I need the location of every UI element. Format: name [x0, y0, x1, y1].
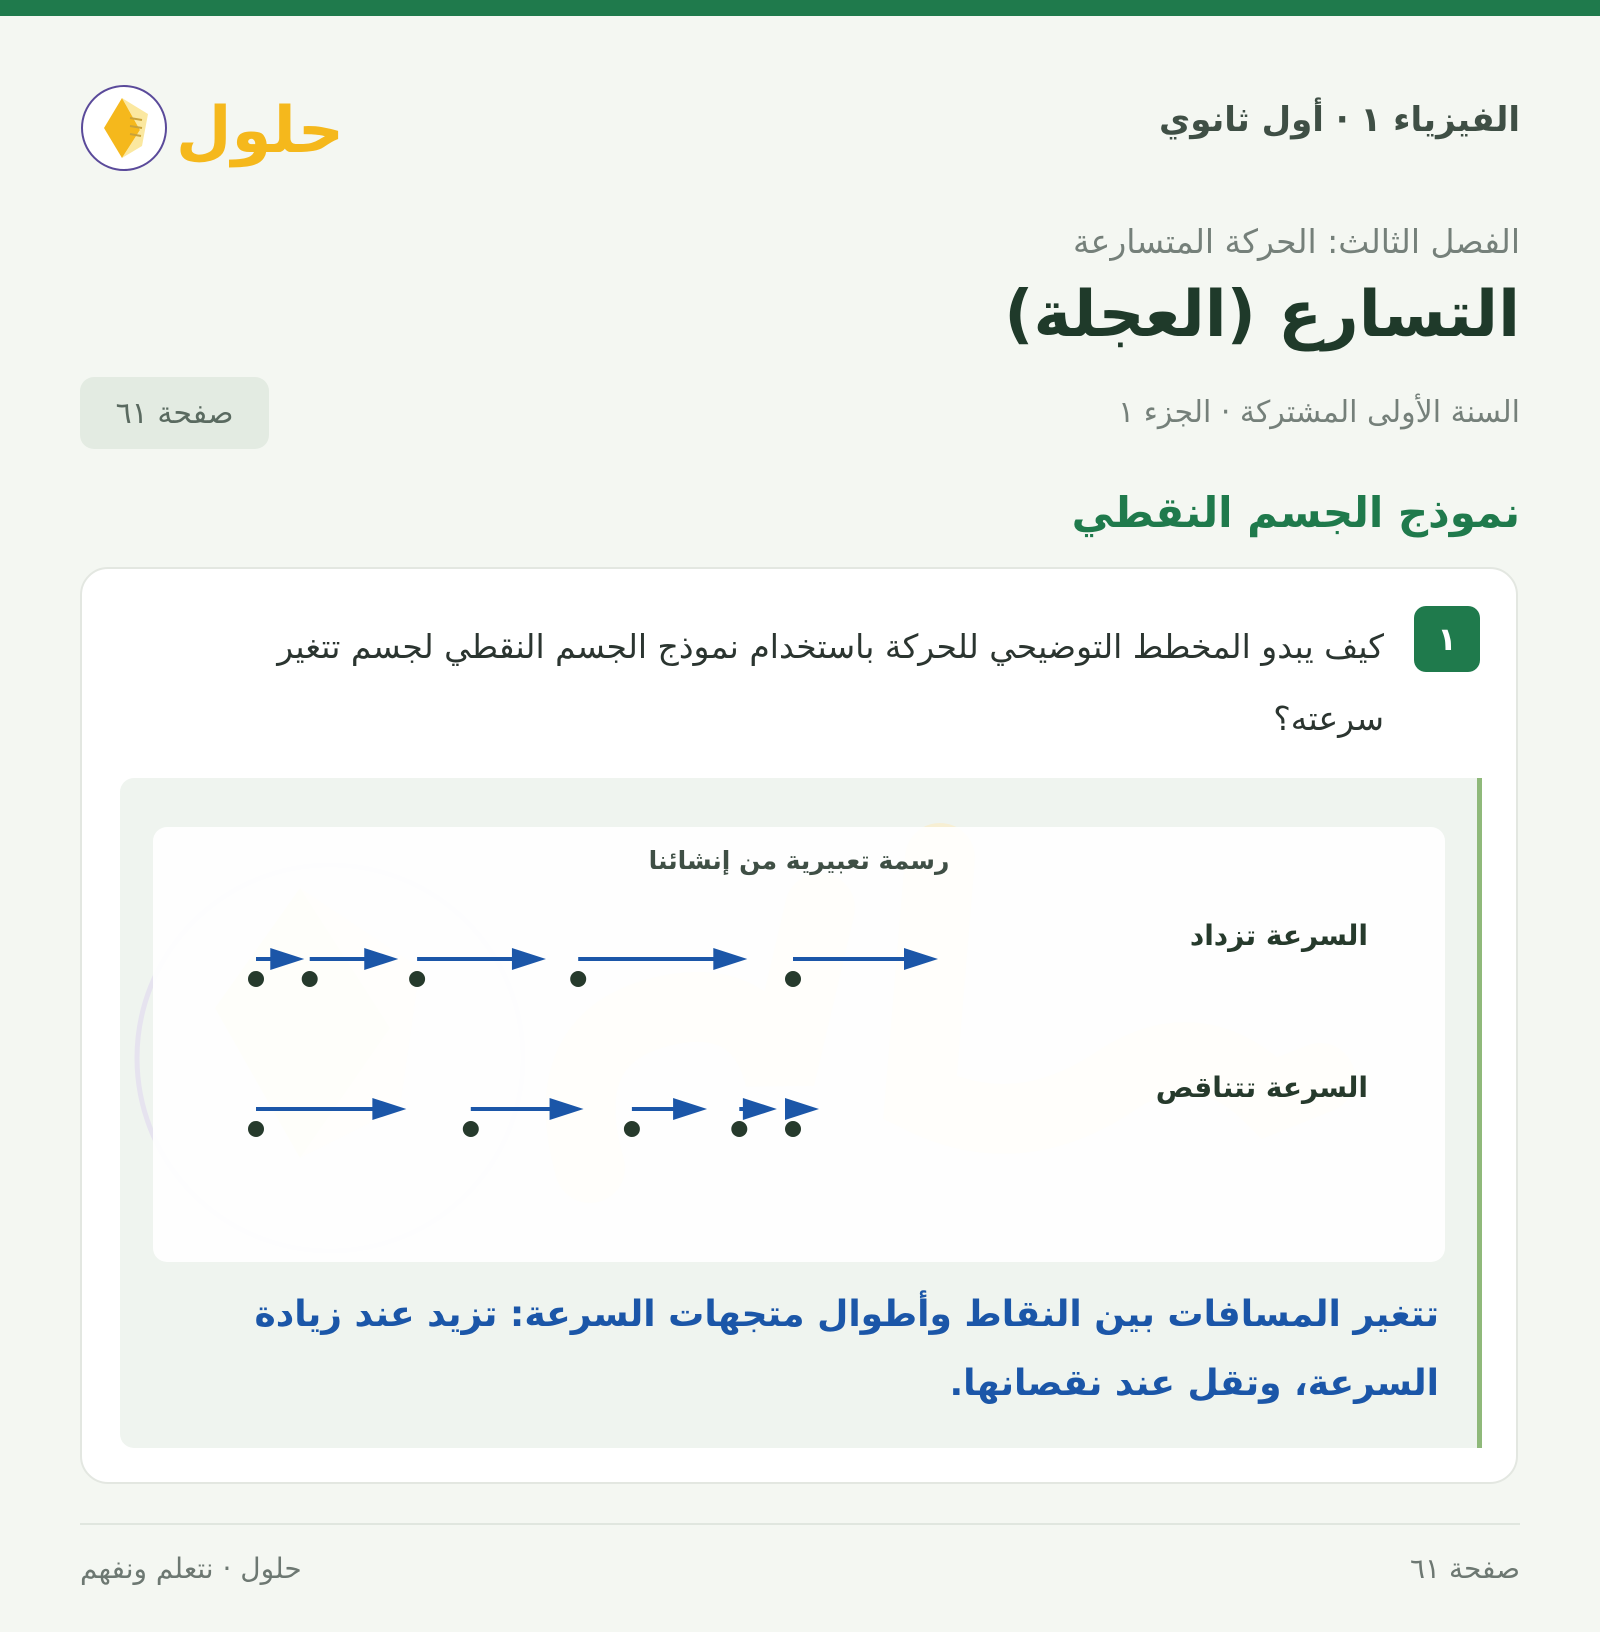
top-accent-bar [0, 0, 1600, 16]
position-dot [731, 1121, 747, 1137]
book-meta: السنة الأولى المشتركة · الجزء ١ [1118, 395, 1520, 430]
velocity-vector [256, 1098, 406, 1120]
motion-diagram [153, 827, 1445, 1262]
velocity-vector [785, 1098, 819, 1120]
position-dot [248, 971, 264, 987]
question-card [80, 567, 1518, 1484]
decreasing-speed-row [248, 1098, 819, 1137]
velocity-vector [256, 948, 304, 970]
position-dot [409, 971, 425, 987]
question-number-badge: ١ [1414, 606, 1480, 672]
position-dot [463, 1121, 479, 1137]
figure-caption: رسمة تعبيرية من إنشائنا [648, 846, 950, 875]
row-label-increasing: السرعة تزداد [1189, 919, 1368, 952]
row-label-decreasing: السرعة تتناقص [1155, 1071, 1368, 1104]
velocity-vector [310, 948, 399, 970]
velocity-vector [578, 948, 747, 970]
position-dot [785, 971, 801, 987]
position-dot [570, 971, 586, 987]
brand-logo[interactable] [80, 70, 380, 180]
question-text: كيف يبدو المخطط التوضيحي للحركة باستخدام نموذج الجسم النقطي لجسم تتغير سرعته؟ [277, 627, 1384, 738]
footer-page-number: صفحة ٦١ [1409, 1552, 1520, 1585]
footer-brand: حلول · نتعلم ونفهم [80, 1552, 302, 1585]
position-dot [302, 971, 318, 987]
subject-title: الفيزياء ١ · أول ثانوي [1159, 100, 1520, 140]
position-dot [248, 1121, 264, 1137]
chapter-label: الفصل الثالث: الحركة المتسارعة [1072, 222, 1520, 261]
answer-box [120, 778, 1482, 1448]
increasing-speed-row [248, 948, 938, 987]
footer-divider [80, 1523, 1520, 1525]
answer-text: تتغير المسافات بين النقاط وأطوال متجهات السرعة: تزيد عند زيادة السرعة، وتقل عند نقصانها. [254, 1294, 1439, 1404]
position-dot [785, 1121, 801, 1137]
velocity-vector [632, 1098, 707, 1120]
velocity-vector [471, 1098, 584, 1120]
velocity-vector [417, 948, 546, 970]
velocity-vector [793, 948, 938, 970]
logo-wordmark: حلول [176, 94, 344, 168]
page-title: التسارع (العجلة) [1004, 278, 1520, 352]
velocity-vector [739, 1098, 777, 1120]
page-header [80, 70, 1520, 180]
page-number-badge: صفحة ٦١ [80, 377, 269, 449]
position-dot [624, 1121, 640, 1137]
section-heading: نموذج الجسم النقطي [1071, 488, 1520, 537]
